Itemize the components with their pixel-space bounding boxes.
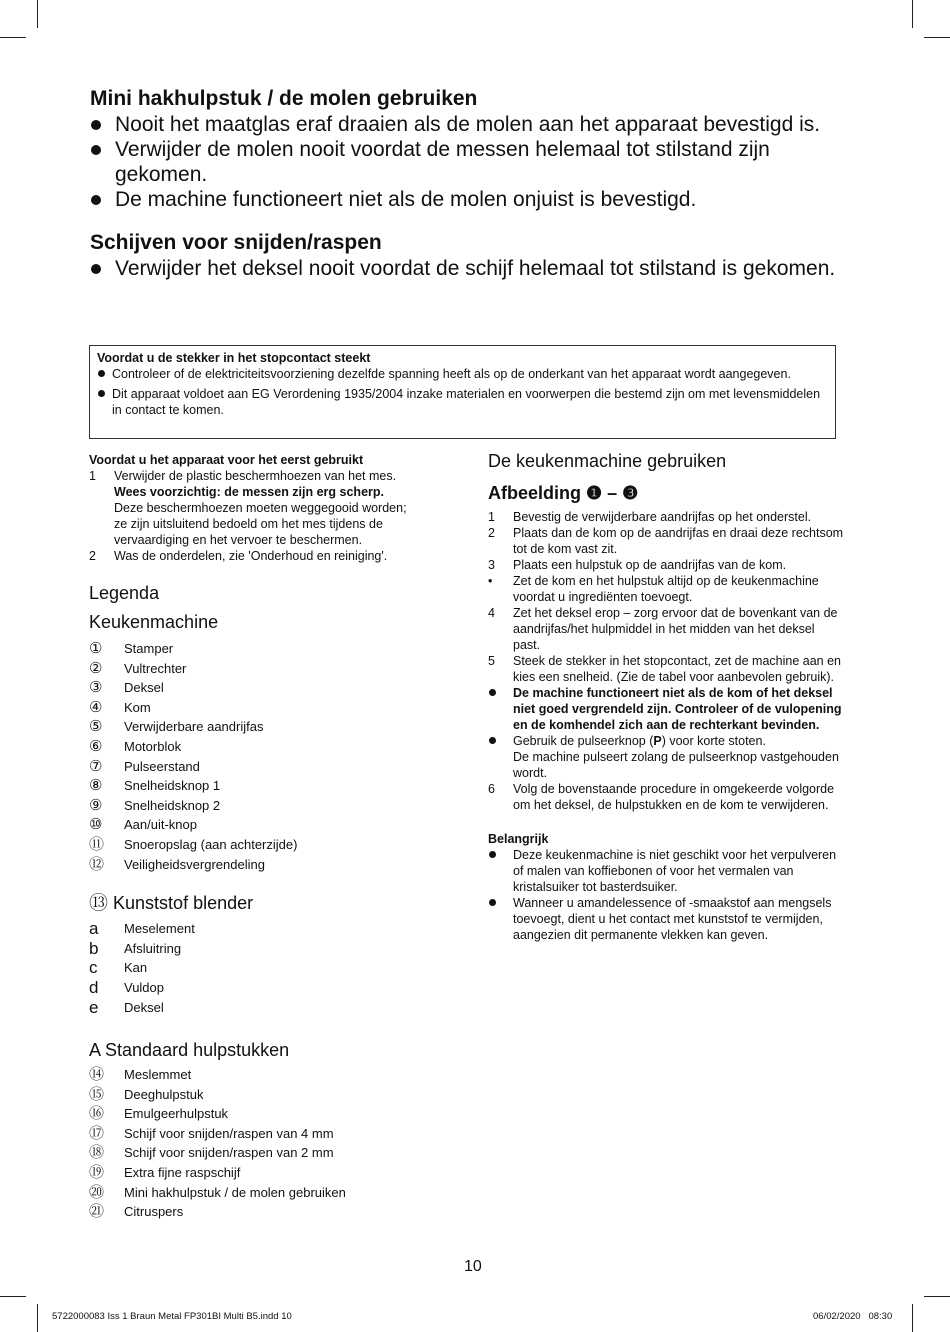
number-symbol: ⑯ [89, 1105, 105, 1123]
legend-item [89, 1085, 449, 1105]
schijven-list [90, 256, 850, 281]
number-symbol: ⑫ [89, 855, 105, 873]
usage-steps [488, 509, 844, 813]
step-number: 4 [488, 606, 495, 620]
letter-symbol: b [89, 938, 99, 958]
number-symbol: ⑩ [89, 816, 103, 834]
step-text: Volg de bovenstaande procedure in omgekeerde volgorde om het deksel, de hulpstukken en de kom te verwijderen. [513, 782, 835, 812]
legend-item [89, 835, 449, 855]
legend-label: Deksel [124, 999, 164, 1015]
footer-timestamp: 06/02/2020 08:30 [813, 1311, 893, 1322]
legend-label: Deeghulpstuk [124, 1086, 204, 1102]
crop-mark [912, 1304, 913, 1332]
list-item [89, 548, 439, 564]
number-symbol: ⑰ [89, 1124, 105, 1142]
footer-file-info: 5722000083 Iss 1 Braun Metal FP301BI Multi B5.indd 10 [52, 1311, 292, 1322]
legend-item [89, 1104, 449, 1124]
number-symbol: ⑤ [89, 718, 103, 736]
bullet-dot [489, 899, 496, 906]
legend-label: Citruspers [124, 1204, 184, 1220]
step-text: Zet het deksel erop – zorg ervoor dat de bovenkant van de aandrijfas/het hulpmiddel in het midden van het deksel past. [513, 606, 838, 652]
page-number: 10 [464, 1258, 482, 1275]
bullet-dot [489, 689, 496, 696]
legend-label: Schijf voor snijden/raspen van 2 mm [124, 1145, 334, 1161]
number-symbol: ⑥ [89, 737, 103, 755]
legend-item [89, 678, 449, 698]
legend-item [89, 1202, 449, 1222]
step-text: Plaats dan de kom op de aandrijfas en draai deze rechtsom tot de kom vast zit. [513, 526, 844, 556]
legend-label: Veiligheidsvergrendeling [124, 856, 265, 872]
legend-label: Snelheidsknop 1 [124, 778, 221, 794]
legend-item [89, 1183, 449, 1203]
blender-title [89, 892, 449, 915]
list-item: De machine functioneert niet als de molen onjuist is bevestigd. [90, 187, 850, 212]
legend-item [89, 998, 449, 1018]
list-item [89, 468, 439, 548]
step-number: 1 [89, 469, 96, 483]
number-symbol: ⑨ [89, 796, 103, 814]
list-item [488, 509, 844, 525]
crop-mark [37, 0, 38, 28]
list-item [488, 733, 844, 781]
step-text: Bevestig de verwijderbare aandrijfas op het onderstel. [513, 510, 812, 524]
legend-label: Emulgeerhulpstuk [124, 1106, 229, 1122]
legend-item [89, 776, 449, 796]
step-number: 6 [488, 782, 495, 796]
bullet-dot [489, 737, 496, 744]
letter-symbol: d [89, 977, 99, 997]
first-use-title: Voordat u het apparaat voor het eerst gebruikt [89, 453, 364, 467]
list-item [488, 653, 844, 685]
legend-label: Meslemmet [124, 1067, 192, 1083]
number-symbol: ⑭ [89, 1066, 105, 1084]
legend-label: Verwijderbare aandrijfas [124, 719, 264, 735]
important-title: Belangrijk [488, 832, 549, 846]
list-item [488, 557, 844, 573]
legend-label: Stamper [124, 641, 174, 656]
step-bullet: • [488, 574, 493, 588]
list-item [488, 605, 844, 653]
number-symbol: ② [89, 659, 103, 677]
bullet-dot [489, 851, 496, 858]
legend-item [89, 1065, 449, 1085]
legend-item [89, 659, 449, 679]
mini-list [90, 112, 850, 212]
step-number: 5 [488, 654, 495, 668]
blender-list [89, 919, 449, 1017]
list-item: Nooit het maatglas eraf draaien als de molen aan het apparaat bevestigd is. [90, 112, 850, 137]
section-title-mini: Mini hakhulpstuk / de molen gebruiken [90, 87, 478, 110]
letter-symbol: a [89, 919, 99, 939]
pulse-text: Gebruik de pulseerknop ( [513, 734, 654, 748]
number-symbol: ⑮ [89, 1085, 105, 1103]
important-text: Deze keukenmachine is niet geschikt voor het verpulveren of malen van koffiebonen of voor het vermalen van kristalsuiker tot basterdsuiker. [513, 848, 837, 894]
section-title-schijven: Schijven voor snijden/raspen [90, 231, 382, 254]
legend-label: Pulseerstand [124, 758, 200, 774]
list-item [488, 685, 844, 733]
figure-reference: Afbeelding ❶ – ❸ [488, 483, 639, 503]
pulse-key: P [653, 734, 662, 748]
warning-list [97, 366, 826, 418]
step-text: Zet de kom en het hulpstuk altijd op de keukenmachine voordat u ingrediënten toevoegt. [513, 574, 819, 604]
number-symbol: ㉑ [89, 1203, 105, 1221]
step-text: Was de onderdelen, zie 'Onderhoud en reiniging'. [114, 549, 388, 563]
legend-item [89, 757, 449, 777]
legend-subtitle: Keukenmachine [89, 612, 219, 632]
legend-label: Vuldop [124, 979, 164, 995]
legend-item [89, 1163, 449, 1183]
legend-label: Kom [124, 699, 151, 715]
legend-label: Afsluitring [124, 940, 182, 956]
list-item [488, 573, 844, 605]
number-symbol: ⑧ [89, 777, 103, 795]
crop-mark [0, 37, 26, 38]
right-column [488, 450, 844, 943]
number-symbol: ① [89, 640, 103, 657]
legend-title: Legenda [89, 583, 160, 603]
legend-label: Meselement [124, 921, 195, 937]
legend-item [89, 919, 449, 939]
legend-list [89, 639, 449, 874]
legend-label: Mini hakhulpstuk / de molen gebruiken [124, 1184, 346, 1200]
legend-label: Vultrechter [124, 660, 187, 676]
legend-label: Aan/uit-knop [124, 817, 197, 833]
legend-item [89, 939, 449, 959]
pulse-text: ) voor korte stoten. [661, 734, 766, 748]
left-column [89, 452, 449, 1222]
legend-item [89, 796, 449, 816]
list-item: Controleer of de elektriciteitsvoorziening dezelfde spanning heeft als op de onderkant van het apparaat wordt aangegeven. [97, 366, 826, 382]
standard-title: A Standaard hulpstukken [89, 1040, 290, 1061]
legend-item [89, 1143, 449, 1163]
list-item [488, 781, 844, 813]
legend-item [89, 855, 449, 875]
legend-label: Motorblok [124, 738, 182, 754]
step-warning: Wees voorzichtig: de messen zijn erg scherp. [114, 485, 384, 499]
legend-item [89, 815, 449, 835]
number-symbol: ⑳ [89, 1183, 105, 1201]
legend-item [89, 1124, 449, 1144]
list-item: Verwijder de molen nooit voordat de messen helemaal tot stilstand zijn gekomen. [90, 137, 850, 187]
legend-item [89, 717, 449, 737]
legend-label: Schijf voor snijden/raspen van 4 mm [124, 1125, 334, 1141]
number-symbol: ⑲ [89, 1164, 105, 1182]
pulse-text: De machine pulseert zolang de pulseerknop vastgehouden wordt. [513, 750, 839, 780]
letter-symbol: e [89, 997, 99, 1017]
step-number: 3 [488, 558, 495, 572]
number-symbol: ⑱ [89, 1144, 105, 1162]
list-item: Verwijder het deksel nooit voordat de schijf helemaal tot stilstand is gekomen. [90, 256, 850, 281]
legend-label: Deksel [124, 680, 164, 696]
number-symbol: ④ [89, 698, 103, 716]
legend-item [89, 639, 449, 659]
list-item [488, 895, 844, 943]
number-symbol: ⑪ [89, 835, 105, 853]
legend-item [89, 958, 449, 978]
step-number: 1 [488, 510, 495, 524]
bold-note: De machine functioneert niet als de kom of het deksel niet goed vergrendeld zijn. Controleer of de vulopening en de komhendel zich aan de rechterkant bevinden. [513, 686, 842, 732]
usage-title: De keukenmachine gebruiken [488, 451, 727, 471]
step-number: 2 [89, 549, 96, 563]
legend-item [89, 978, 449, 998]
step-number: 2 [488, 526, 495, 540]
warning-title: Voordat u de stekker in het stopcontact steekt [97, 351, 371, 365]
step-text: Deze beschermhoezen moeten weggegooid worden; ze zijn uitsluitend bedoeld om het mes tijdens de vervaardiging en het vervoer te beschermen. [114, 501, 407, 547]
standard-list [89, 1065, 449, 1222]
important-list [488, 847, 844, 943]
crop-mark [924, 1296, 950, 1297]
top-section [90, 86, 850, 293]
crop-mark [0, 1296, 26, 1297]
important-text: Wanneer u amandelessence of -smaakstof aan mengsels toevoegt, dient u het contact met kunststof te vermijden, aangezien dit permanente vlekken kan geven. [513, 896, 832, 942]
crop-mark [924, 37, 950, 38]
legend-label: Extra fijne raspschijf [124, 1165, 241, 1181]
crop-mark [912, 0, 913, 28]
list-item [488, 847, 844, 895]
step-text: Verwijder de plastic beschermhoezen van het mes. [114, 469, 397, 483]
legend-label: Snelheidsknop 2 [124, 797, 221, 813]
list-item [488, 525, 844, 557]
number-symbol: ③ [89, 679, 103, 697]
blender-title-text: Kunststof blender [113, 893, 254, 914]
legend-label: Kan [124, 960, 148, 976]
number-symbol: ⑦ [89, 757, 103, 775]
first-use-steps [89, 468, 439, 564]
number-symbol: ⑬ [89, 893, 109, 915]
step-text: Steek de stekker in het stopcontact, zet de machine aan en kies een snelheid. (Zie de tabel voor aanbevolen gebruik). [513, 654, 841, 684]
legend-item [89, 698, 449, 718]
letter-symbol: c [89, 958, 98, 978]
legend-item [89, 737, 449, 757]
crop-mark [37, 1304, 38, 1332]
step-text: Plaats een hulpstuk op de aandrijfas van de kom. [513, 558, 787, 572]
list-item: Dit apparaat voldoet aan EG Verordening 1935/2004 inzake materialen en voorwerpen die bestemd zijn om met levensmiddelen in contact te komen. [97, 386, 826, 418]
warning-box [89, 345, 836, 439]
legend-label: Snoeropslag (aan achterzijde) [124, 836, 298, 852]
